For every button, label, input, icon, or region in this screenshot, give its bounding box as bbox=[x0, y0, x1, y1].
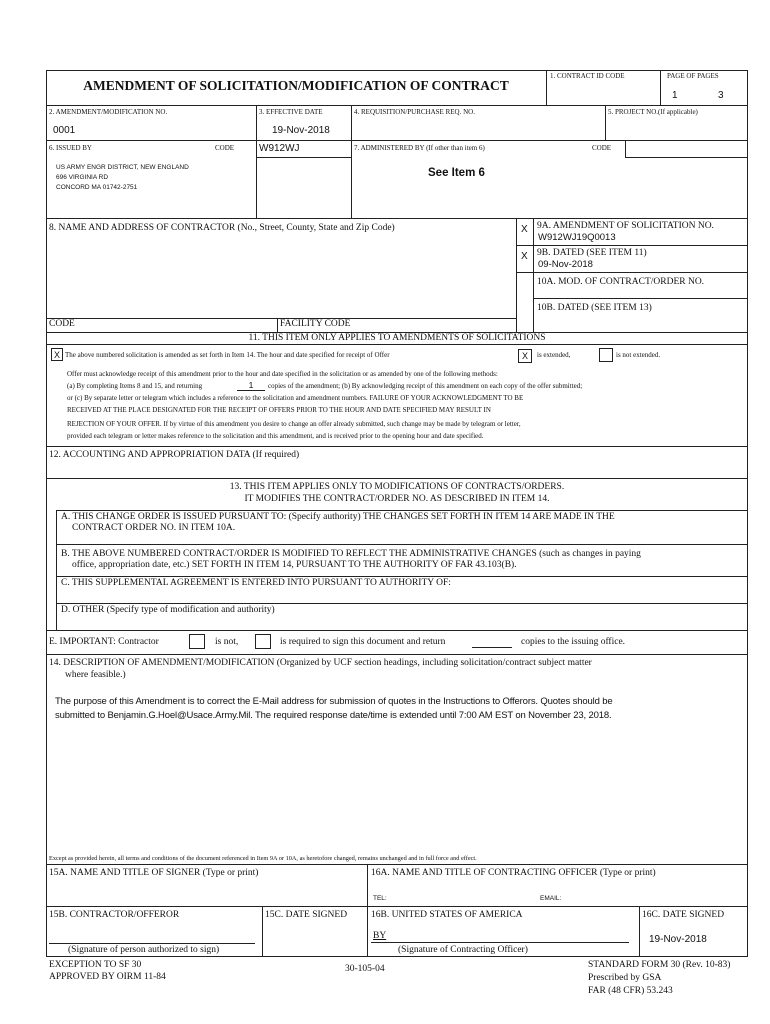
administered-by-label: 7. ADMINISTERED BY (If other than item 6) bbox=[354, 144, 485, 152]
acknowledge-line: Offer must acknowledge receipt of this amendment prior to the hour and date specified in the solicitation or as amended by one of the following methods: bbox=[67, 370, 498, 378]
signer-name-label: 15A. NAME AND TITLE OF SIGNER (Type or print) bbox=[49, 868, 259, 878]
footer-standard-form: STANDARD FORM 30 (Rev. 10-83) bbox=[588, 960, 731, 970]
provided-text: provided each telegram or letter makes reference to the solicitation and this amendment, and is received prior to the opening hour and date specified. bbox=[67, 432, 484, 440]
method-b-text: copies of the amendment; (b) By acknowledging receipt of this amendment on each copy of the offer submitted; bbox=[268, 382, 583, 390]
divider bbox=[46, 218, 748, 219]
divider bbox=[605, 105, 606, 140]
method-a-text: (a) By completing Items 8 and 15, and returning bbox=[67, 382, 203, 390]
contractor-label: 8. NAME AND ADDRESS OF CONTRACTOR (No., Street, County, State and Zip Code) bbox=[49, 223, 395, 233]
9b-check-mark: X bbox=[521, 251, 528, 262]
divider bbox=[56, 510, 748, 511]
other-modification-text: D. OTHER (Specify type of modification and authority) bbox=[61, 605, 275, 615]
9a-check-mark: X bbox=[521, 224, 528, 235]
copies-return-line bbox=[472, 647, 512, 648]
divider bbox=[625, 140, 626, 157]
failure-text: RECEIVED AT THE PLACE DESIGNATED FOR THE RECEIPT OF OFFERS PRIOR TO THE HOUR AND DATE SPECIFIED MAY RESULT IN bbox=[67, 406, 491, 414]
10b-label: 10B. DATED (SEE ITEM 13) bbox=[537, 303, 652, 313]
by-label: BY bbox=[373, 931, 387, 941]
divider bbox=[277, 318, 278, 332]
divider bbox=[46, 478, 748, 479]
section-13-heading-2: IT MODIFIES THE CONTRACT/ORDER NO. AS DESCRIBED IN ITEM 14. bbox=[244, 494, 550, 504]
form-title: AMENDMENT OF SOLICITATION/MODIFICATION OF CONTRACT bbox=[83, 78, 509, 93]
copies-count: 1 bbox=[237, 380, 265, 391]
footer-form-code: 30-105-04 bbox=[345, 964, 385, 974]
divider bbox=[56, 544, 748, 545]
footer-prescribed: Prescribed by GSA bbox=[588, 973, 662, 983]
divider bbox=[46, 906, 748, 907]
officer-date-value: 19-Nov-2018 bbox=[649, 934, 707, 945]
tel-label: TEL: bbox=[373, 895, 387, 902]
officer-date-label: 16C. DATE SIGNED bbox=[642, 910, 725, 920]
not-extended-label: is not extended. bbox=[616, 351, 661, 359]
admin-changes-text-2: office, appropriation date, etc.) SET FORTH IN ITEM 14, PURSUANT TO THE AUTHORITY OF FAR 43.103(B). bbox=[72, 560, 517, 570]
divider bbox=[533, 298, 747, 299]
contractor-date-label: 15C. DATE SIGNED bbox=[265, 910, 348, 920]
contractor-signature-line[interactable] bbox=[49, 943, 255, 944]
border-bottom bbox=[46, 956, 748, 957]
divider bbox=[262, 906, 263, 956]
border-right bbox=[747, 70, 748, 956]
administered-by-value: See Item 6 bbox=[428, 167, 485, 179]
solicitation-amended-text: The above numbered solicitation is amended as set forth in Item 14. The hour and date specified for receipt of Offer bbox=[65, 351, 390, 359]
divider bbox=[56, 576, 748, 577]
change-order-text: A. THIS CHANGE ORDER IS ISSUED PURSUANT TO: (Specify authority) THE CHANGES SET FORTH IN ITEM 14 ARE MADE IN THE bbox=[61, 512, 615, 522]
description-label: 14. DESCRIPTION OF AMENDMENT/MODIFICATION (Organized by UCF section headings, including solicitation/contract subject matter bbox=[49, 658, 592, 668]
method-c-text: or (c) By separate letter or telegram which includes a reference to the solicitation and amendment numbers. FAILURE OF YOUR ACKNOWLEDGMENT TO BE bbox=[67, 394, 524, 402]
description-body-1: The purpose of this Amendment is to correct the E-Mail address for submission of quotes in the Instructions to Offerors. Quotes should be bbox=[55, 696, 613, 707]
effective-date-label: 3. EFFECTIVE DATE bbox=[259, 108, 323, 116]
issued-by-label: 6. ISSUED BY bbox=[49, 144, 92, 152]
issued-by-address bbox=[56, 163, 189, 193]
9b-label: 9B. DATED (SEE ITEM 11) bbox=[537, 248, 647, 258]
is-not-label: is not, bbox=[215, 637, 239, 647]
address-line: 696 VIRGINIA RD bbox=[56, 174, 109, 181]
email-label: EMAIL: bbox=[540, 895, 562, 902]
divider bbox=[533, 218, 534, 332]
terms-footnote: Except as provided herein, all terms and conditions of the document referenced in Item 9A or 10A, as heretofore changed, remains unchanged and in full force and effect. bbox=[49, 855, 477, 862]
footer-approved: APPROVED BY OIRM 11-84 bbox=[49, 972, 166, 982]
description-label-2: where feasible.) bbox=[65, 670, 126, 680]
supplemental-agreement-text: C. THIS SUPPLEMENTAL AGREEMENT IS ENTERED INTO PURSUANT TO AUTHORITY OF: bbox=[61, 578, 451, 588]
divider bbox=[46, 344, 748, 345]
divider bbox=[46, 140, 748, 141]
copies-return-label: copies to the issuing office. bbox=[521, 637, 626, 647]
total-pages: 3 bbox=[718, 90, 724, 101]
divider bbox=[257, 157, 351, 158]
issued-by-code: W912WJ bbox=[259, 143, 300, 154]
divider bbox=[516, 272, 747, 273]
is-required-checkbox[interactable] bbox=[255, 634, 271, 649]
footer-far: FAR (48 CFR) 53.243 bbox=[588, 986, 673, 996]
contract-id-label: 1. CONTRACT ID CODE bbox=[550, 72, 625, 80]
border-left bbox=[46, 70, 47, 956]
issued-by-code-label: CODE bbox=[215, 144, 235, 152]
officer-signature-line[interactable] bbox=[371, 942, 629, 943]
administered-by-code-label: CODE bbox=[592, 144, 612, 152]
contractor-signature-caption: (Signature of person authorized to sign) bbox=[68, 945, 220, 955]
description-body-2: submitted to Benjamin.G.Hoel@Usace.Army.Mil. The required response date/time is extended until 7:00 AM EST on November 23, 2018. bbox=[55, 710, 612, 721]
section-13-heading-1: 13. THIS ITEM APPLIES ONLY TO MODIFICATIONS OF CONTRACTS/ORDERS. bbox=[229, 482, 565, 492]
is-not-checkbox[interactable] bbox=[189, 634, 205, 649]
extended-checkbox[interactable]: X bbox=[518, 349, 532, 363]
divider bbox=[46, 630, 748, 631]
9b-value: 09-Nov-2018 bbox=[538, 259, 593, 270]
not-extended-checkbox[interactable] bbox=[599, 348, 613, 362]
section-11-heading: 11. THIS ITEM ONLY APPLIES TO AMENDMENTS OF SOLICITATIONS bbox=[248, 333, 546, 343]
divider bbox=[639, 906, 640, 956]
divider bbox=[46, 105, 748, 106]
important-label: E. IMPORTANT: Contractor bbox=[49, 637, 159, 647]
solicitation-amended-checkbox[interactable]: X bbox=[51, 348, 63, 361]
admin-changes-text: B. THE ABOVE NUMBERED CONTRACT/ORDER IS MODIFIED TO REFLECT THE ADMINISTRATIVE CHANGES (such as changes in paying bbox=[61, 549, 641, 559]
divider bbox=[46, 446, 748, 447]
9a-value: W912WJ19Q0013 bbox=[538, 232, 616, 243]
contracting-officer-label: 16A. NAME AND TITLE OF CONTRACTING OFFICER (Type or print) bbox=[371, 868, 656, 878]
divider bbox=[546, 70, 547, 105]
facility-code-label: FACILITY CODE bbox=[280, 319, 351, 329]
usa-label: 16B. UNITED STATES OF AMERICA bbox=[371, 910, 523, 920]
officer-signature-caption: (Signature of Contracting Officer) bbox=[398, 945, 528, 955]
project-no-label: 5. PROJECT NO.(If applicable) bbox=[608, 108, 698, 116]
page-of-pages-label: PAGE OF PAGES bbox=[667, 72, 719, 80]
footer-exception: EXCEPTION TO SF 30 bbox=[49, 960, 142, 970]
divider bbox=[516, 245, 747, 246]
divider bbox=[516, 218, 517, 332]
divider bbox=[256, 105, 257, 218]
border-top bbox=[46, 70, 748, 71]
divider bbox=[56, 603, 748, 604]
divider bbox=[367, 864, 368, 956]
9a-label: 9A. AMENDMENT OF SOLICITATION NO. bbox=[537, 221, 714, 231]
accounting-label: 12. ACCOUNTING AND APPROPRIATION DATA (If required) bbox=[49, 450, 300, 460]
divider bbox=[46, 864, 748, 865]
is-required-label: is required to sign this document and return bbox=[280, 637, 446, 647]
divider bbox=[660, 70, 661, 105]
contractor-offeror-label: 15B. CONTRACTOR/OFFEROR bbox=[49, 910, 180, 920]
10a-label: 10A. MOD. OF CONTRACT/ORDER NO. bbox=[537, 277, 705, 287]
divider bbox=[351, 105, 352, 218]
address-line: US ARMY ENGR DISTRICT, NEW ENGLAND bbox=[56, 164, 189, 171]
contractor-code-label: CODE bbox=[49, 319, 75, 329]
change-order-text-2: CONTRACT ORDER NO. IN ITEM 10A. bbox=[72, 523, 236, 533]
address-line: CONCORD MA 01742-2751 bbox=[56, 184, 138, 191]
requisition-label: 4. REQUISITION/PURCHASE REQ. NO. bbox=[354, 108, 475, 116]
extended-label: is extended, bbox=[537, 351, 571, 359]
rejection-text: REJECTION OF YOUR OFFER. If by virtue of this amendment you desire to change an offer already submitted, such change may be made by telegram or letter, bbox=[67, 420, 521, 428]
amendment-no-label: 2. AMENDMENT/MODIFICATION NO. bbox=[49, 108, 168, 116]
divider bbox=[46, 654, 748, 655]
divider bbox=[56, 510, 57, 630]
divider bbox=[625, 157, 747, 158]
amendment-no-value: 0001 bbox=[53, 125, 76, 136]
page-number: 1 bbox=[672, 90, 678, 101]
effective-date-value: 19-Nov-2018 bbox=[272, 125, 330, 136]
